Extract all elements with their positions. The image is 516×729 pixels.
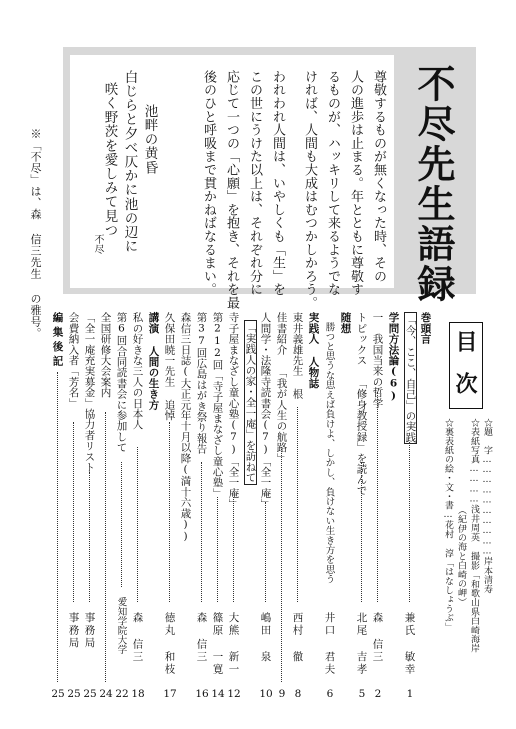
entry-title: 森信三日誌(大正元年十月以降(満十六歳)) bbox=[179, 312, 192, 543]
entry-title: 一 我国当来の哲学 bbox=[371, 312, 384, 409]
entry-author: 嶋田 泉 bbox=[259, 612, 272, 664]
entry-page: 25 bbox=[67, 688, 81, 700]
quote-line: るものが、ハッキリして来るようでな bbox=[325, 70, 340, 297]
entry-page: 22 bbox=[115, 688, 129, 700]
toc-entry[interactable] bbox=[116, 312, 128, 702]
entry-author: 兼氏 敏幸 bbox=[403, 612, 416, 676]
entry-page: 17 bbox=[163, 688, 177, 700]
entry-page: 10 bbox=[259, 688, 273, 700]
entry-author: 徳丸 和枝 bbox=[163, 612, 176, 676]
entry-title: 学問方法論(6) bbox=[387, 312, 400, 403]
entry-page: 14 bbox=[211, 688, 225, 700]
toc-entry[interactable] bbox=[404, 312, 416, 702]
toc-entry[interactable] bbox=[420, 312, 432, 702]
toc-entry[interactable] bbox=[292, 312, 304, 702]
credit-line: ☆題 字…………………………岸本清寿 bbox=[482, 418, 492, 594]
entry-title: 「今、ここ、自己」の実践 bbox=[404, 314, 417, 443]
toc-entry[interactable] bbox=[52, 312, 64, 702]
entry-author: 井口 君夫 bbox=[323, 612, 336, 676]
dot-leader bbox=[377, 392, 378, 602]
dot-leader bbox=[233, 497, 234, 602]
side-note: ※「不尽」は、森 信三先生 の雅号。 bbox=[29, 128, 42, 339]
toc-entry[interactable] bbox=[276, 312, 288, 702]
entry-author: 愛知学院大学 bbox=[115, 597, 127, 654]
credit-line: ☆裏表紙の絵・文・書…花村 淳「はなしょうぶ」 bbox=[443, 418, 453, 632]
quote-line: 後のひと呼吸まで貫かねばなるまい。 bbox=[201, 70, 216, 297]
entry-title: 第37回広島はがき祭り報告 bbox=[195, 312, 208, 455]
entry-page: 25 bbox=[83, 688, 97, 700]
dot-leader bbox=[73, 422, 74, 602]
entry-author: 西村 徹 bbox=[291, 612, 304, 664]
toc-entry[interactable] bbox=[372, 312, 384, 702]
poem-line: 白じらと夕べ仄かに池の辺に bbox=[121, 70, 138, 254]
dot-leader bbox=[121, 462, 122, 587]
entry-author: 大熊 新一 bbox=[227, 612, 240, 676]
credit-line: ☆表紙写真…………浅井周英 撮影「和歌山県白崎海岸 bbox=[469, 418, 479, 653]
toc-entry[interactable] bbox=[340, 312, 352, 702]
page-title: 不尽先生語録 bbox=[411, 64, 456, 304]
entry-title: 第212回「寺子屋まなざし童心塾」 bbox=[211, 312, 224, 499]
quote-line: 応じて一つの「心願」を抱き、それを最 bbox=[224, 70, 239, 310]
dot-leader bbox=[57, 372, 58, 682]
dot-leader bbox=[105, 412, 106, 682]
entry-page: 18 bbox=[131, 688, 145, 700]
entry-title: 「実践人の家・全一庵」を訪ねて bbox=[244, 322, 257, 483]
entry-title: 人間学・法隆寺読書会(7)「全一庵」 bbox=[259, 312, 272, 510]
dot-leader bbox=[201, 462, 202, 602]
entry-author: 森 信三 bbox=[371, 612, 384, 664]
entry-title: 「全一庵充実募金」協力者リスト bbox=[83, 312, 96, 473]
entry-title: 巻頭言 bbox=[419, 312, 432, 345]
entry-title: 寺子屋まなざし童心塾(7)「全一庵」 bbox=[227, 312, 240, 510]
entry-page: 6 bbox=[326, 688, 334, 700]
entry-page: 25 bbox=[51, 688, 65, 700]
quote-line: 人の進歩は止まる。年とともに尊敬す bbox=[348, 70, 363, 297]
toc-entry[interactable] bbox=[244, 312, 256, 702]
poem-author: 不尽 bbox=[92, 234, 103, 254]
entry-page: 24 bbox=[99, 688, 113, 700]
toc-entry[interactable] bbox=[260, 312, 272, 702]
entry-page: 2 bbox=[374, 688, 382, 700]
toc-entry[interactable] bbox=[180, 312, 192, 702]
dot-leader bbox=[169, 422, 170, 602]
dot-leader bbox=[265, 502, 266, 602]
toc-entry[interactable] bbox=[228, 312, 240, 702]
entry-title: 講演 人間の生き方 bbox=[147, 312, 160, 410]
entry-title: 第6回合同読書会に参加して bbox=[115, 312, 128, 453]
entry-page: 8 bbox=[294, 688, 302, 700]
credit-line: （紀伊の海と白崎の岬） bbox=[456, 418, 466, 607]
entry-author: 北尾 吉孝 bbox=[355, 612, 368, 676]
toc-entry[interactable] bbox=[388, 312, 400, 702]
toc-entry[interactable] bbox=[212, 312, 224, 702]
entry-title: 佳書紹介 「我が人生の航路」 bbox=[275, 312, 288, 464]
toc-entry[interactable] bbox=[132, 312, 144, 702]
entry-page: 1 bbox=[406, 688, 414, 700]
entry-title: 随想 bbox=[339, 312, 352, 334]
entry-title: 勝つと思うな思えば負けよ、しかし、負けない生き方を思う bbox=[323, 322, 335, 584]
toc-entry[interactable] bbox=[84, 312, 96, 702]
entry-page: 12 bbox=[227, 688, 241, 700]
quote-line: 尊敬するものが無くなった時、その bbox=[371, 70, 386, 283]
entry-title: 東井義雄先生 根 bbox=[291, 312, 304, 400]
entry-author: 森 信三 bbox=[195, 612, 208, 664]
entry-page: 16 bbox=[195, 688, 209, 700]
entry-title: 会費納入者「芳名」 bbox=[67, 312, 80, 409]
dot-leader bbox=[281, 447, 282, 682]
quote-line: われわれ人間は、いやしくも「生」を bbox=[270, 70, 285, 297]
entry-author: 事務局 bbox=[83, 612, 96, 650]
entry-title: 久保田暁一先生 追悼 bbox=[163, 312, 176, 421]
toc-entry[interactable] bbox=[100, 312, 112, 702]
entry-author: 事務局 bbox=[67, 612, 80, 650]
dot-leader bbox=[361, 462, 362, 602]
entry-title: トピックス 「修身教授録」を読んで bbox=[355, 312, 368, 496]
dot-leader bbox=[217, 497, 218, 602]
entry-page: 9 bbox=[278, 688, 286, 700]
entry-title: 実践人 人物誌 bbox=[307, 312, 320, 389]
entry-page: 5 bbox=[358, 688, 366, 700]
toc-entry[interactable] bbox=[68, 312, 80, 702]
poem-line: 咲く野茨を愛しみて見つ bbox=[101, 82, 118, 238]
entry-author: 森 信三 bbox=[131, 612, 144, 664]
toc-entry[interactable] bbox=[196, 312, 208, 702]
toc-entry[interactable] bbox=[356, 312, 368, 702]
quote-line: この世にうけた以上は、それぞれ分に bbox=[247, 70, 262, 297]
entry-title: 全国研修大会案内 bbox=[99, 312, 112, 398]
entry-title: 編集後記 bbox=[51, 312, 64, 370]
dot-leader bbox=[297, 407, 298, 602]
dot-leader bbox=[89, 472, 90, 602]
poem-title: 池畔の黄昏 bbox=[141, 104, 158, 175]
entry-title: 私の好きな三人の日本人 bbox=[131, 312, 144, 430]
toc-entry[interactable] bbox=[308, 312, 320, 702]
toc-entry[interactable] bbox=[324, 312, 336, 702]
toc-entry[interactable] bbox=[148, 312, 160, 702]
toc-title: 目次 bbox=[452, 330, 478, 414]
quote-line: ければ、人間も大成はむつかしかろう。 bbox=[302, 70, 317, 310]
entry-author: 篠原 一寛 bbox=[211, 612, 224, 676]
dot-leader bbox=[409, 442, 410, 602]
dot-leader bbox=[137, 447, 138, 602]
toc-entry[interactable] bbox=[164, 312, 176, 702]
